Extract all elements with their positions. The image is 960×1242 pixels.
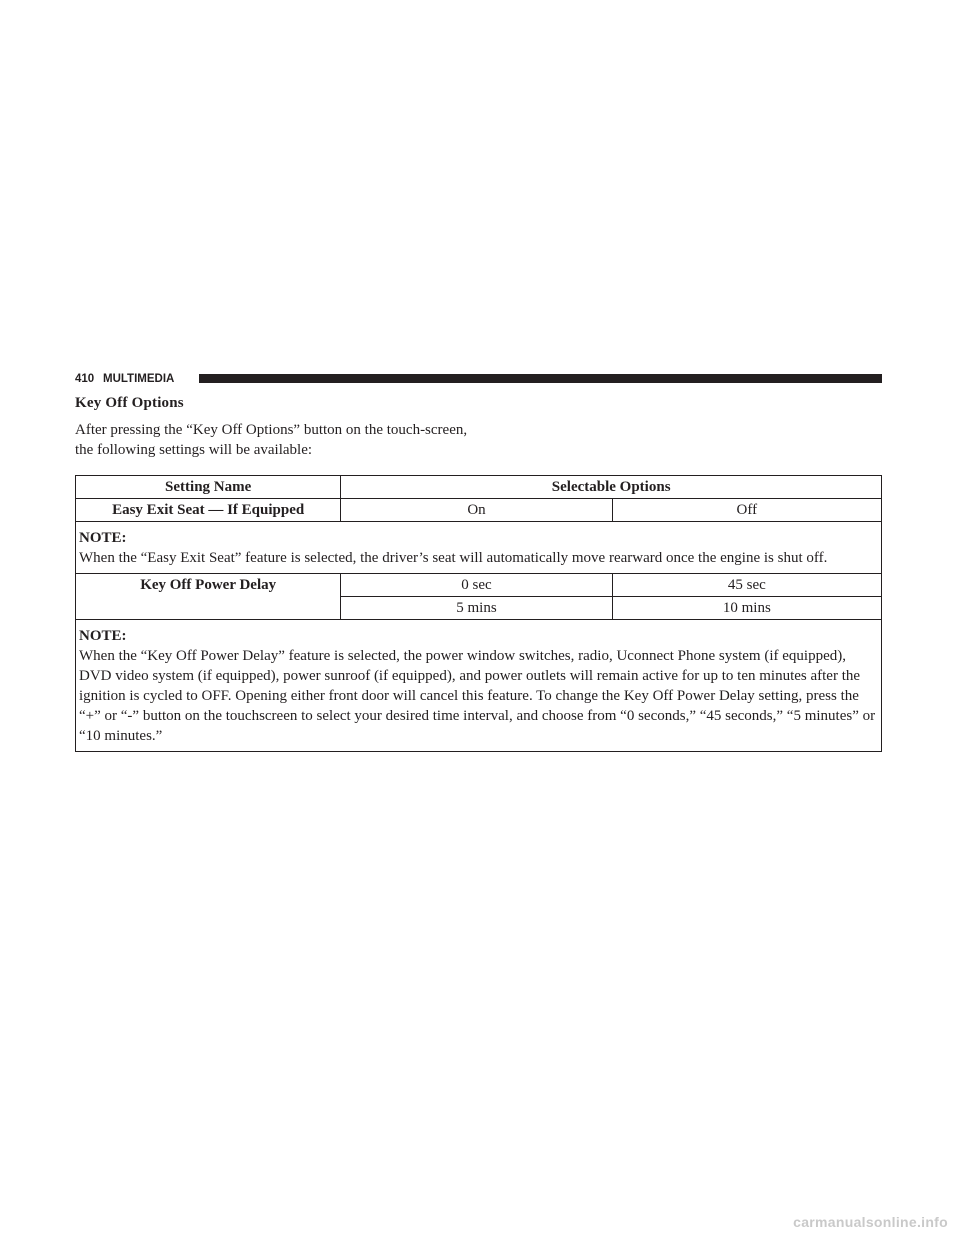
note-key-off-power-delay — [76, 620, 882, 752]
option-0-sec: 0 sec — [341, 574, 612, 597]
note-text: When the “Key Off Power Delay” feature is selected, the power window switches, radio, Uconnect Phone system (if equipped), DVD video system (if equipped), power sunroof (if equipped), and power outlets will remain active for up to ten minutes after the ignition is cycled to OFF. Opening either front door will cancel this feature. To change the Key Off Power Delay setting, press the “+” or “-” button on the touchscreen to select your desired time interval, and choose from “0 seconds,” “45 seconds,” “5 minutes” or “10 minutes.” — [79, 648, 876, 744]
note-label: NOTE: — [79, 530, 127, 546]
intro-paragraph: After pressing the “Key Off Options” button on the touch-screen, the following settings will be available: — [75, 422, 468, 458]
key-off-options-table — [75, 475, 882, 752]
note-easy-exit — [76, 522, 882, 574]
option-off: Off — [612, 499, 881, 522]
option-10-mins: 10 mins — [612, 597, 881, 620]
setting-name-easy-exit-seat: Easy Exit Seat — If Equipped — [76, 499, 341, 522]
watermark: carmanualsonline.info — [793, 1214, 948, 1230]
option-5-mins: 5 mins — [341, 597, 612, 620]
option-on: On — [341, 499, 612, 522]
section-heading: Key Off Options — [75, 395, 184, 411]
header-rule — [199, 374, 882, 383]
section-title: MULTIMEDIA — [103, 373, 175, 385]
option-45-sec: 45 sec — [612, 574, 881, 597]
page-header — [75, 372, 882, 386]
table-header-row — [76, 476, 882, 499]
page-number: 410 — [75, 373, 95, 385]
column-header-selectable-options: Selectable Options — [341, 476, 882, 499]
note-row — [76, 620, 882, 752]
note-text: When the “Easy Exit Seat” feature is selected, the driver’s seat will automatically move rearward once the engine is shut off. — [79, 550, 828, 566]
column-header-setting-name: Setting Name — [76, 476, 341, 499]
table-row — [76, 499, 882, 522]
setting-name-key-off-power-delay: Key Off Power Delay — [76, 574, 341, 620]
note-label: NOTE: — [79, 628, 127, 644]
note-row — [76, 522, 882, 574]
table-row — [76, 574, 882, 597]
